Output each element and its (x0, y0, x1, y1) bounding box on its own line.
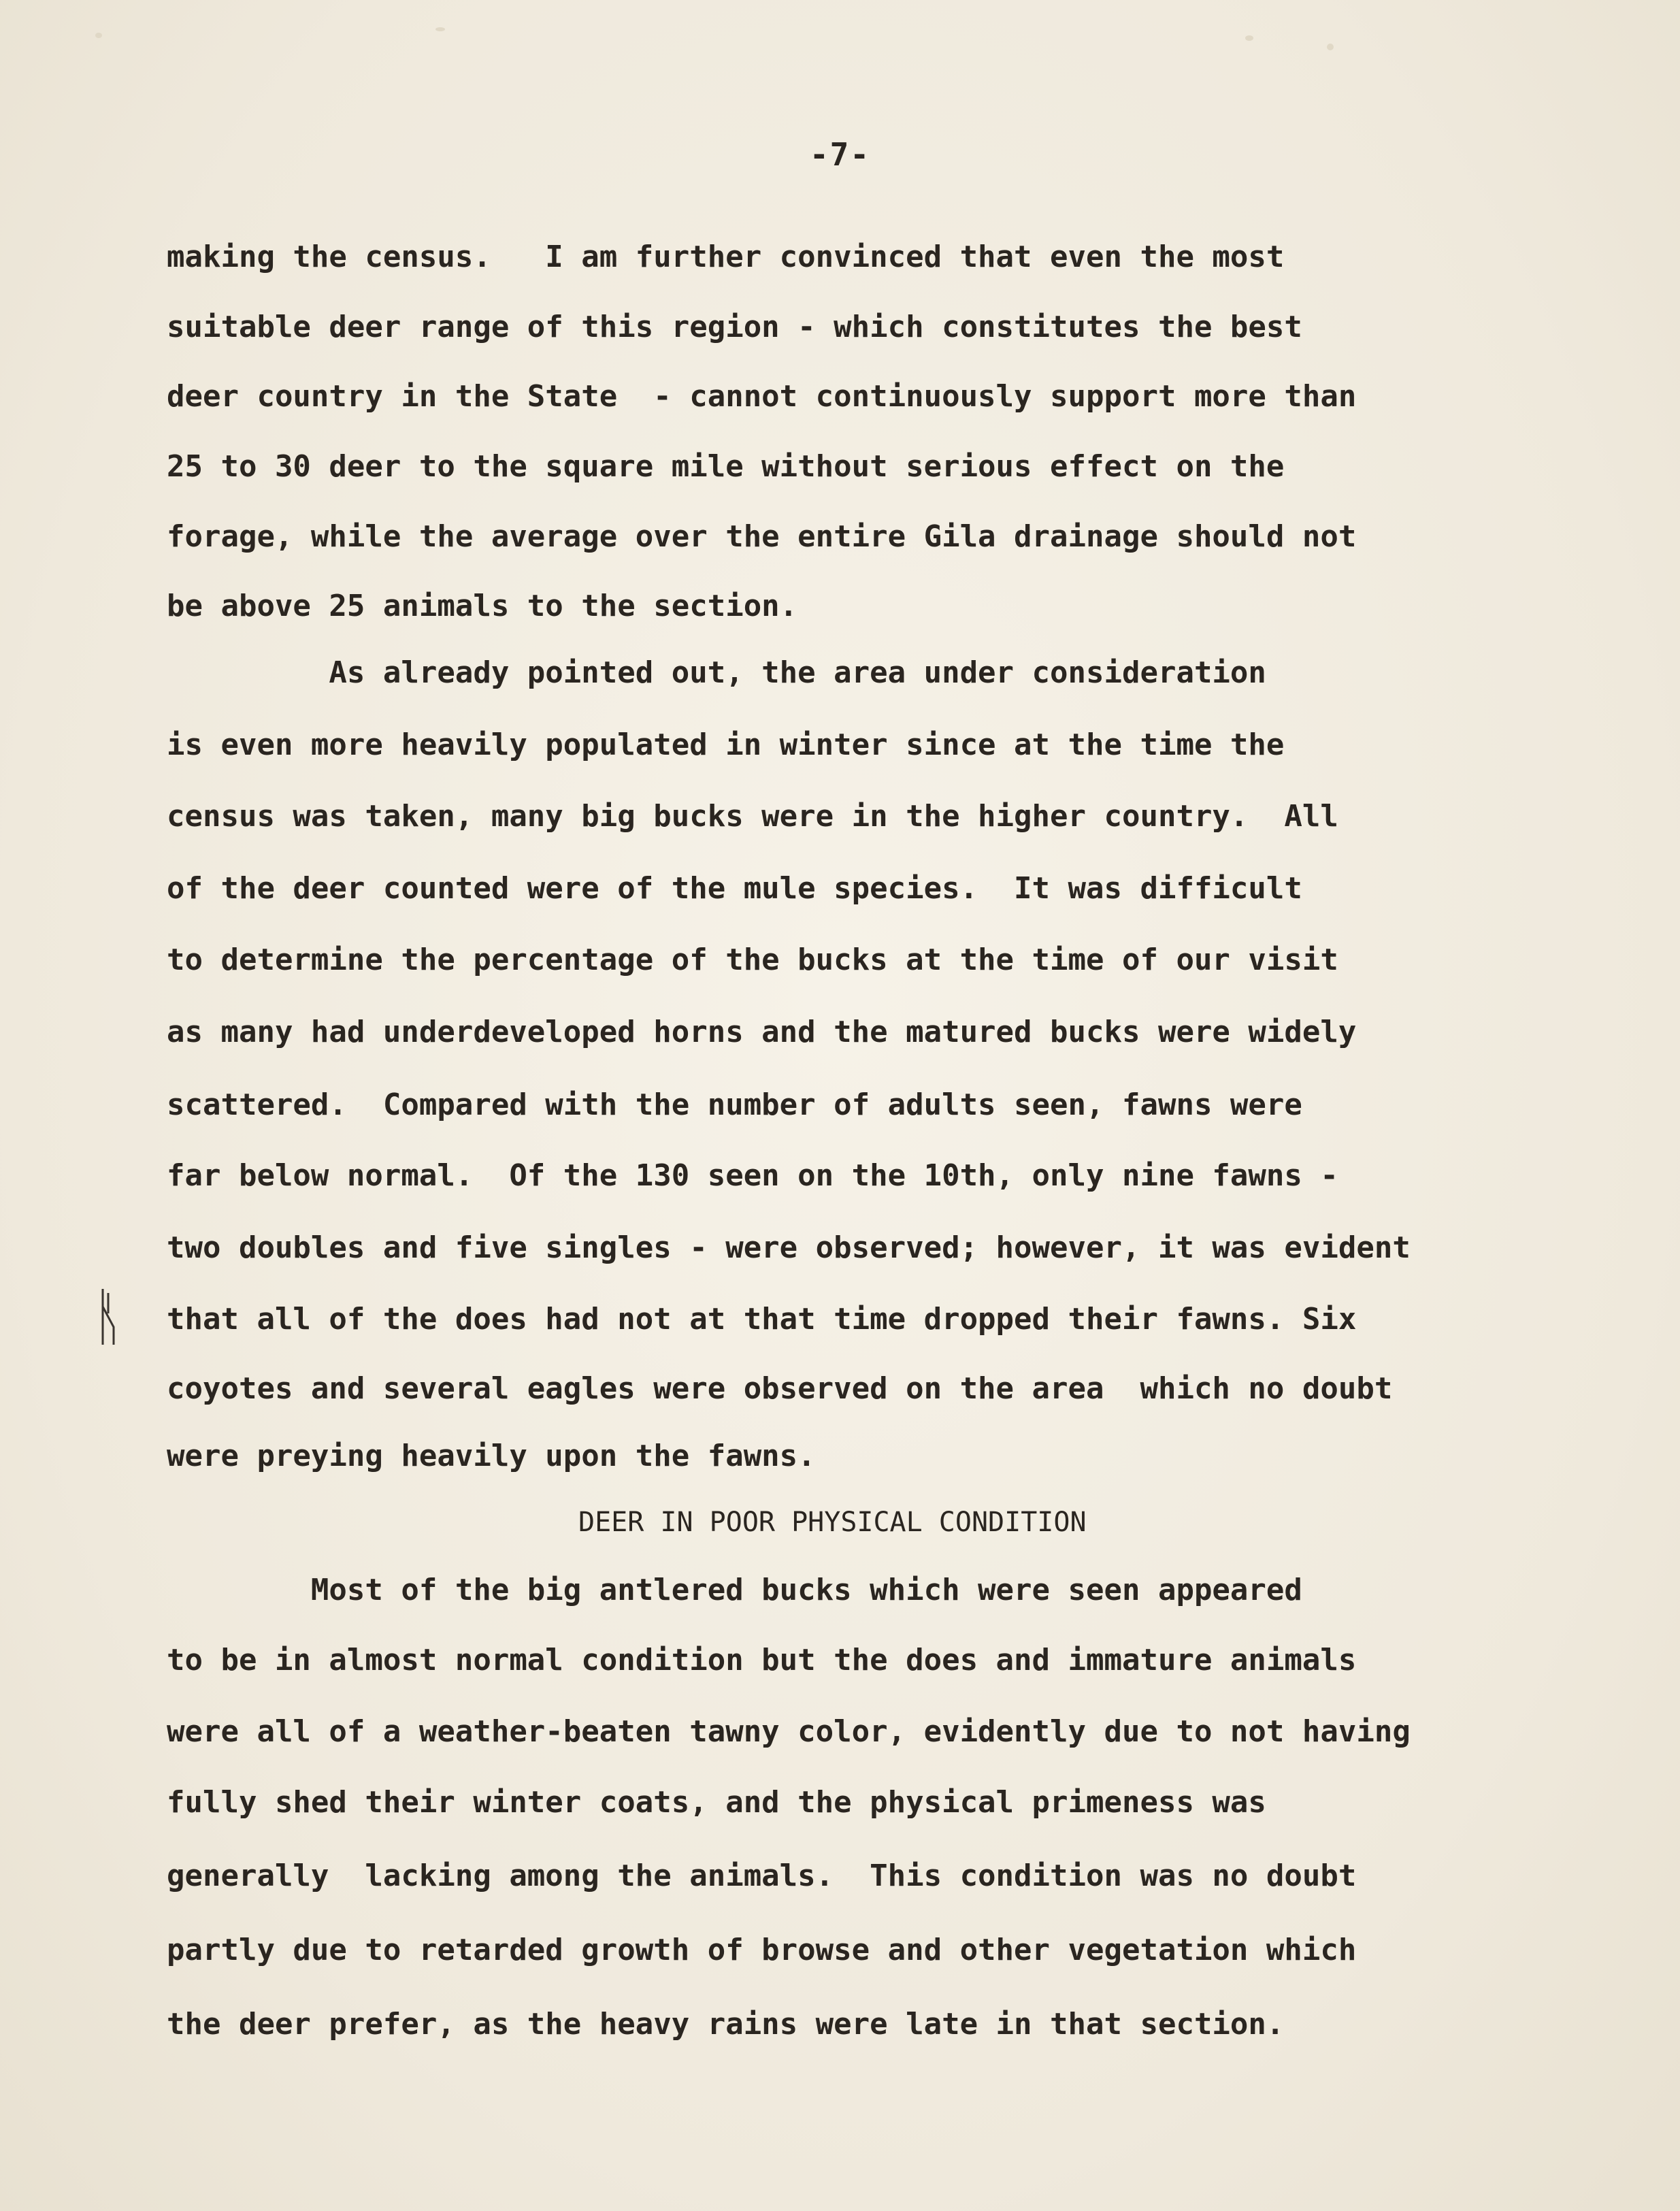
text-line: Most of the big antlered bucks which were seen appeared (167, 1573, 1302, 1607)
text-line: to be in almost normal condition but the does and immature animals (167, 1643, 1357, 1677)
section-heading: DEER IN POOR PHYSICAL CONDITION (578, 1507, 1087, 1538)
text-line: deer country in the State - cannot continuously support more than (167, 379, 1357, 414)
text-line: to determine the percentage of the bucks at the time of our visit (167, 943, 1338, 977)
text-line: As already pointed out, the area under consideration (167, 655, 1266, 690)
text-line: partly due to retarded growth of browse and other vegetation which (167, 1933, 1357, 1967)
text-line: of the deer counted were of the mule species. It was difficult (167, 871, 1302, 906)
text-line: be above 25 animals to the section. (167, 589, 798, 623)
paper-speck (435, 27, 445, 31)
text-line: that all of the does had not at that time dropped their fawns. Six (167, 1302, 1357, 1337)
text-line: fully shed their winter coats, and the physical primeness was (167, 1785, 1266, 1820)
text-line: two doubles and five singles - were observed; however, it was evident (167, 1230, 1411, 1265)
text-line: generally lacking among the animals. This condition was no doubt (167, 1858, 1357, 1893)
text-line: coyotes and several eagles were observed on the area which no doubt (167, 1371, 1393, 1406)
text-line: were preying heavily upon the fawns. (167, 1439, 816, 1473)
margin-pencil-mark (99, 1286, 119, 1347)
text-line: scattered. Compared with the number of adults seen, fawns were (167, 1087, 1302, 1122)
text-line: 25 to 30 deer to the square mile without serious effect on the (167, 449, 1285, 484)
paper-speck (1245, 35, 1253, 41)
page-number: -7- (809, 136, 871, 173)
text-line: census was taken, many big bucks were in the higher country. All (167, 799, 1338, 834)
text-line: the deer prefer, as the heavy rains were late in that section. (167, 2007, 1285, 2042)
text-line: as many had underdeveloped horns and the matured bucks were widely (167, 1015, 1357, 1049)
text-line: far below normal. Of the 130 seen on the 10th, only nine fawns - (167, 1158, 1338, 1193)
text-line: suitable deer range of this region - which constitutes the best (167, 310, 1302, 344)
text-line: making the census. I am further convinced that even the most (167, 240, 1285, 274)
text-line: is even more heavily populated in winter since at the time the (167, 727, 1285, 762)
paper-speck (1327, 44, 1334, 50)
text-line: were all of a weather-beaten tawny color, evidently due to not having (167, 1714, 1411, 1749)
paper-speck (95, 33, 102, 38)
text-line: forage, while the average over the entire Gila drainage should not (167, 519, 1357, 554)
